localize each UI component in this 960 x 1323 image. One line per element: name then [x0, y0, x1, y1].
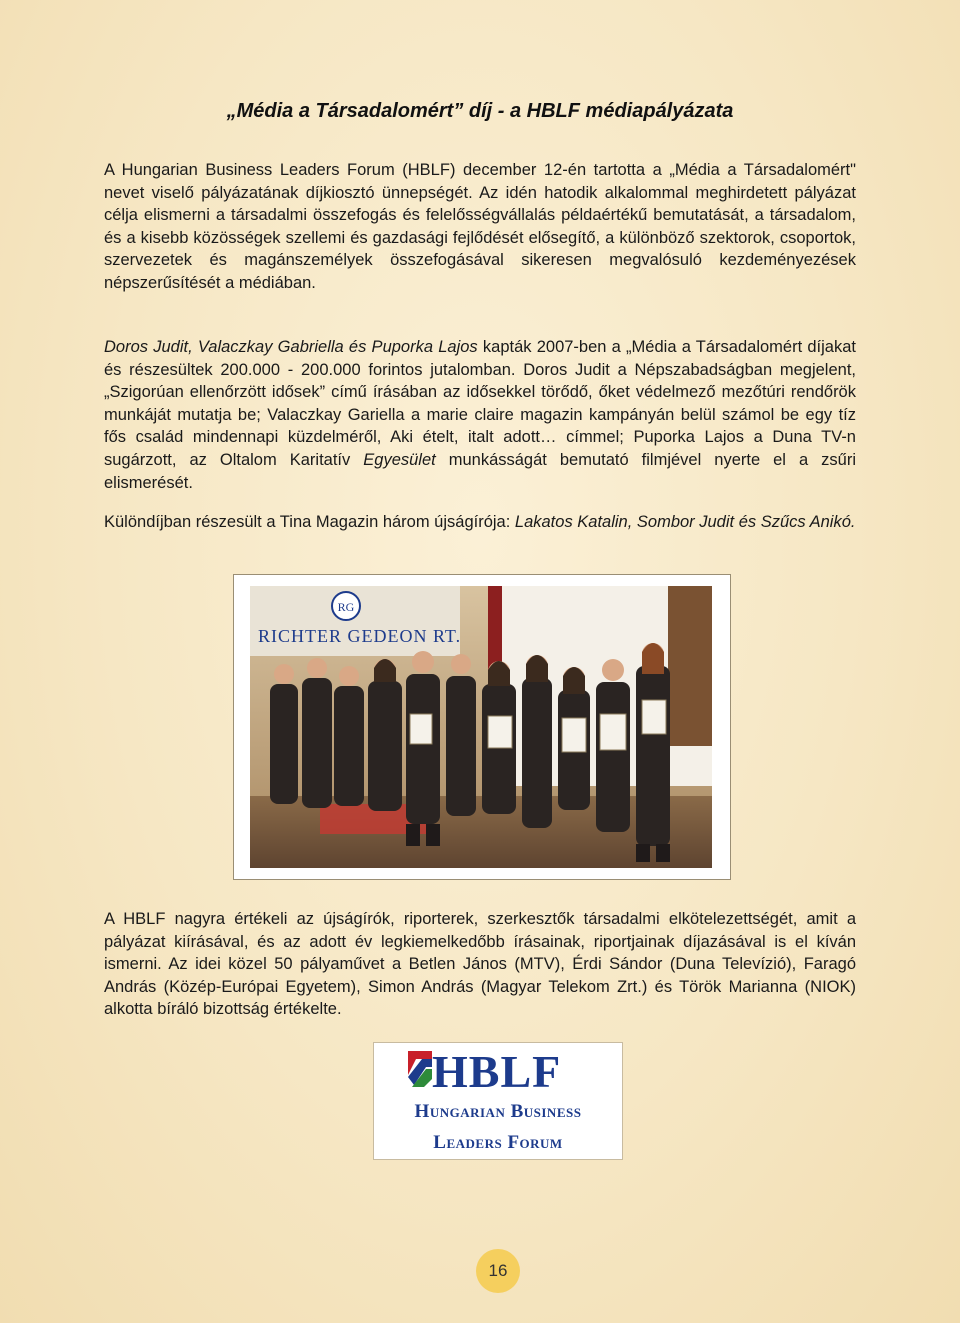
award-photo-frame	[233, 574, 731, 880]
page-title: „Média a Társadalomért” díj - a HBLF médiapályázata	[226, 100, 734, 122]
winners-text-b: munkásságát bemutató filmjével nyerte el a zsűri elismerését.	[104, 450, 856, 492]
organization-name: Egyesület	[363, 450, 436, 469]
hblf-wordmark: HBLF	[432, 1046, 562, 1097]
backdrop-text: RICHTER GEDEON RT.	[258, 626, 462, 646]
special-award-paragraph	[104, 511, 856, 534]
intro-paragraph	[104, 159, 856, 295]
logo-line-1: Hungarian Business	[414, 1101, 582, 1122]
logo-line-2: Leaders Forum	[433, 1132, 563, 1153]
award-ceremony-photo	[250, 586, 712, 868]
closing-text: A HBLF nagyra értékeli az újságírók, riporterek, szerkesztők társadalmi elkötelezettségét, amit a pályázat kiírásával, és az adott év legkiemelkedőbb írásainak, riportjainak díjazásával is el kíván ismerni. Az idei közel 50 pályaművet a Betlen János (MTV), Érdi Sándor (Duna Televízió), Faragó András (Közép-Európai Egyetem), Simon András (Magyar Telekom Zrt.) és Török Marianna (NIOK) alkotta bíráló bizottság értékelte.	[104, 910, 856, 1019]
intro-text: A Hungarian Business Leaders Forum (HBLF) december 12-én tartotta a „Média a Társadalomért" nevet viselő pályázatának díjkiosztó ünnepségét. Az idén hatodik alkalommal meghirdetett pályázat célja elismerni a társadalmi összefogás és felelősségvállalás példaértékű bemutatását, a társadalom, és a kisebb közösségek szellemi és gazdasági fejlődését elősegítő, a különböző szektorok, csoportok, szervezetek és magánszemélyek összefogásával sikeresen megvalósuló kezdeményezések népszerűsítését a médiában.	[104, 161, 856, 292]
svg-text:RG: RG	[337, 600, 355, 614]
winners-text-a: kapták 2007-ben a „Média a Társadalomért díjakat és részesültek 200.000 - 200.000 forintos jutalomban. Doros Judit a Népszabadságban megjelent, „Szigorúan ellenőrzött idősek” című írásában az idősekkel törődő, őket védelmező mezőtúri rendőrök munkáját mutatja be; Valaczkay Gariella a marie claire magazin kampányán belül számol be egy tíz fős család mindennapi küzdelméről, Aki ételt, italt adott… címmel; Puporka Lajos a Duna TV-n sugárzott, az Oltalom Karitatív	[104, 338, 856, 469]
special-award-text: Különdíjban részesült a Tina Magazin három újságírója:	[104, 513, 515, 531]
winners-names: Doros Judit, Valaczkay Gabriella és Puporka Lajos	[104, 338, 478, 356]
page-number: 16	[476, 1249, 520, 1293]
winners-paragraph	[104, 336, 856, 494]
photo-illustration	[250, 586, 712, 868]
hblf-emblem-icon	[374, 1045, 434, 1101]
closing-paragraph	[104, 908, 856, 1021]
special-award-names: Lakatos Katalin, Sombor Judit és Szűcs Anikó.	[514, 513, 856, 531]
hblf-logo	[373, 1042, 623, 1160]
